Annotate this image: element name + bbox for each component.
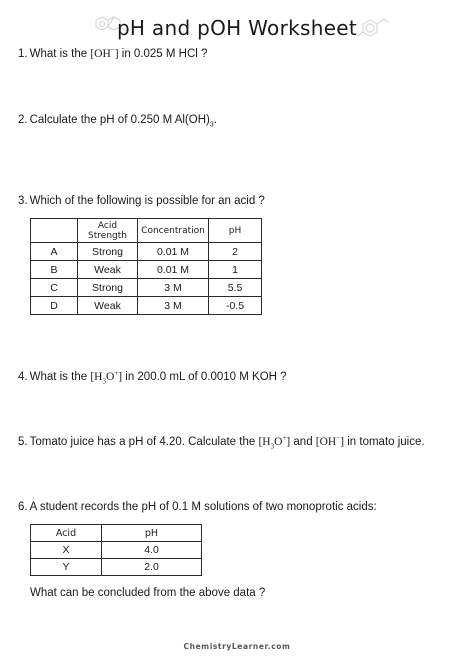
- table-cell: 3 M: [138, 279, 209, 297]
- question-text-mid: and: [290, 436, 316, 448]
- table-row: [31, 559, 202, 576]
- table-header: Acid: [31, 525, 102, 542]
- hydronium-concentration: $[H_3O^+]$: [90, 369, 123, 386]
- table-row: [31, 542, 202, 559]
- question-text: Tomato juice has a pH of 4.20. Calculate the: [29, 436, 259, 448]
- table-row: [31, 261, 262, 279]
- question-1: [18, 48, 207, 60]
- question-number: 6.: [18, 501, 28, 513]
- table-cell: B: [31, 261, 78, 279]
- table-cell: 3 M: [138, 297, 209, 315]
- question-text: A student records the pH of 0.1 M solutions of two monoprotic acids:: [29, 501, 377, 513]
- table-cell: Weak: [78, 297, 138, 315]
- table-cell: 4.0: [102, 542, 202, 559]
- table-cell: 0.01 M: [138, 243, 209, 261]
- table-cell: Y: [31, 559, 102, 576]
- table-row: [31, 297, 262, 315]
- table-cell: 0.01 M: [138, 261, 209, 279]
- table-header-row: [31, 525, 202, 542]
- page-title: pH and pOH Worksheet: [116, 16, 358, 40]
- question-text-end: in 200.0 mL of 0.0010 M KOH ?: [122, 371, 287, 383]
- table-cell: 2.0: [102, 559, 202, 576]
- table-cell: -0.5: [209, 297, 262, 315]
- question-text: What is the: [29, 48, 91, 60]
- table-cell: C: [31, 279, 78, 297]
- table-cell: 5.5: [209, 279, 262, 297]
- question-number: 1.: [18, 48, 28, 60]
- table-header: Acid Strength: [78, 219, 138, 243]
- table-row: [31, 279, 262, 297]
- table-cell: Strong: [78, 243, 138, 261]
- footer-source: ChemistryLearner.com: [183, 642, 291, 651]
- question-2: [18, 114, 217, 129]
- acid-options-table: [30, 218, 262, 315]
- question-number: 3.: [18, 195, 28, 207]
- hydronium-concentration: $[H_3O^+]$: [258, 434, 291, 451]
- question-text: Calculate the pH of 0.250 M Al(OH): [29, 114, 210, 126]
- question-5: [18, 434, 425, 451]
- question-number: 5.: [18, 436, 28, 448]
- question-number: 4.: [18, 371, 28, 383]
- question-3: [18, 195, 265, 207]
- hydroxide-concentration: [OH−]: [315, 434, 345, 448]
- question-text-end: .: [213, 114, 217, 126]
- table-header: pH: [209, 219, 262, 243]
- table-cell: X: [31, 542, 102, 559]
- table-cell: Strong: [78, 279, 138, 297]
- table-cell: 1: [209, 261, 262, 279]
- table-header: [31, 219, 78, 243]
- table-header-row: [31, 219, 262, 243]
- question-text-end: in 0.025 M HCl ?: [118, 48, 208, 60]
- question-6: [18, 501, 377, 513]
- subscript: 3: [209, 121, 214, 129]
- question-text: What is the: [29, 371, 91, 383]
- table-header: Concentration: [138, 219, 209, 243]
- question-text: Which of the following is possible for an acid ?: [29, 195, 265, 207]
- acid-ph-table: [30, 524, 202, 576]
- table-row: [31, 243, 262, 261]
- table-cell: A: [31, 243, 78, 261]
- table-cell: Weak: [78, 261, 138, 279]
- followup-question: What can be concluded from the above data ?: [30, 587, 266, 599]
- table-cell: D: [31, 297, 78, 315]
- hydroxide-concentration: [OH−]: [90, 46, 119, 60]
- question-text-end: in tomato juice.: [344, 436, 425, 448]
- table-header: pH: [102, 525, 202, 542]
- question-4: [18, 369, 287, 386]
- table-cell: 2: [209, 243, 262, 261]
- question-number: 2.: [18, 114, 28, 126]
